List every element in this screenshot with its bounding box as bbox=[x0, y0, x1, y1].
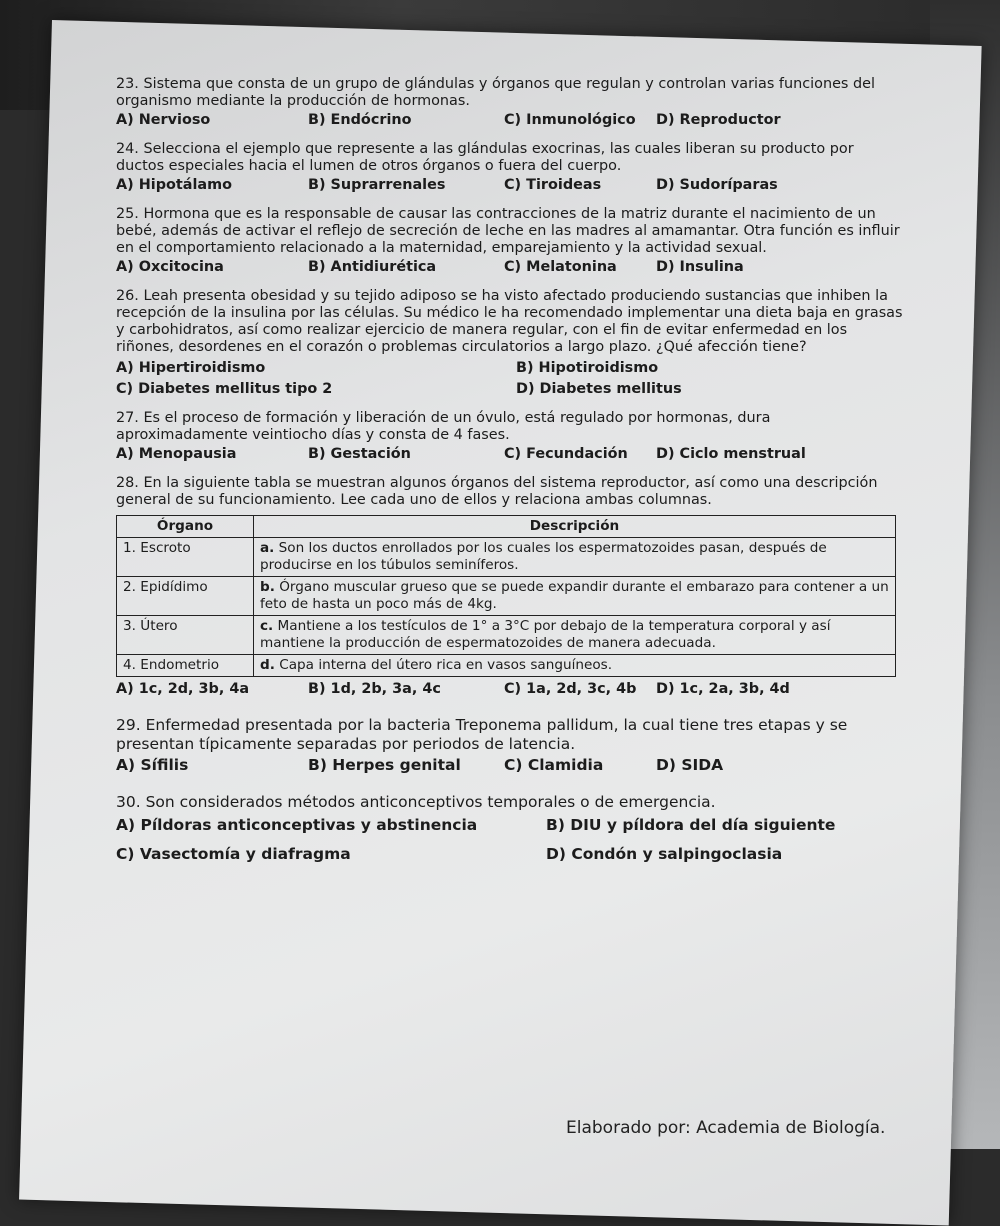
option-a: A) Nervioso bbox=[116, 112, 211, 128]
question-stem: 26. Leah presenta obesidad y su tejido adiposo se ha visto afectado produciendo sustancias que inhiben la recepción de la insulina por las células. Su médico le ha recomendado implementar una dieta baja en grasas y carbohidratos, así como realizar ejercicio de manera regular, con el fin de evitar enfermedad en los riñones, desordenes en el corazón o problemas circulatorios a largo plazo. ¿Qué afección tiene? bbox=[116, 288, 903, 355]
option-d: D) Sudoríparas bbox=[656, 177, 778, 193]
option-c: C) Vasectomía y diafragma bbox=[116, 845, 351, 863]
options-row bbox=[116, 177, 906, 194]
question-26 bbox=[116, 288, 906, 398]
description-cell bbox=[254, 577, 896, 616]
option-a: A) Hipertiroidismo bbox=[116, 360, 266, 376]
options-row bbox=[116, 756, 906, 775]
question-27 bbox=[116, 410, 906, 463]
question-stem: 24. Selecciona el ejemplo que represente a las glándulas exocrinas, las cuales liberan su producto por ductos especiales hacia el lumen de otros órganos o fuera del cuerpo. bbox=[116, 141, 854, 174]
organ-cell: 2. Epidídimo bbox=[117, 577, 254, 616]
question-29 bbox=[116, 716, 906, 775]
table-row bbox=[117, 538, 896, 577]
option-b: B) Antidiurética bbox=[308, 259, 437, 275]
description-text: Son los ductos enrollados por los cuales los espermatozoides pasan, después de producirse en los túbulos seminíferos. bbox=[260, 540, 827, 573]
question-stem: 30. Son considerados métodos anticonceptivos temporales o de emergencia. bbox=[116, 793, 716, 811]
table-header-organ: Órgano bbox=[117, 516, 254, 538]
question-23 bbox=[116, 76, 906, 129]
option-d: D) SIDA bbox=[656, 756, 724, 774]
option-a: A) Sífilis bbox=[116, 756, 189, 774]
question-stem: 27. Es el proceso de formación y liberación de un óvulo, está regulado por hormonas, dura aproximadamente veintiocho días y consta de 4 fases. bbox=[116, 410, 771, 443]
organ-cell: 1. Escroto bbox=[117, 538, 254, 577]
footer-credit: Elaborado por: Academia de Biología. bbox=[566, 1118, 886, 1138]
option-d: D) Condón y salpingoclasia bbox=[546, 845, 783, 863]
organ-table bbox=[116, 515, 896, 677]
option-a: A) 1c, 2d, 3b, 4a bbox=[116, 681, 250, 697]
option-d: D) Diabetes mellitus bbox=[516, 381, 682, 397]
question-stem: 28. En la siguiente tabla se muestran algunos órganos del sistema reproductor, así como una descripción general de su funcionamiento. Lee cada uno de ellos y relaciona ambas columnas. bbox=[116, 475, 878, 508]
description-letter: a. bbox=[260, 540, 275, 556]
option-c: C) Melatonina bbox=[504, 259, 617, 275]
option-b: B) 1d, 2b, 3a, 4c bbox=[308, 681, 441, 697]
table-row bbox=[117, 655, 896, 677]
option-d: D) Insulina bbox=[656, 259, 744, 275]
description-cell bbox=[254, 538, 896, 577]
question-28 bbox=[116, 475, 906, 698]
option-b: B) Herpes genital bbox=[308, 756, 461, 774]
option-b: B) DIU y píldora del día siguiente bbox=[546, 816, 836, 834]
description-letter: b. bbox=[260, 579, 275, 595]
question-30 bbox=[116, 793, 906, 864]
table-header-description: Descripción bbox=[254, 516, 896, 538]
option-c: C) 1a, 2d, 3c, 4b bbox=[504, 681, 637, 697]
description-text: Capa interna del útero rica en vasos sanguíneos. bbox=[274, 657, 613, 673]
options-row bbox=[116, 446, 906, 463]
option-c: C) Fecundación bbox=[504, 446, 628, 462]
question-25 bbox=[116, 206, 906, 276]
table-header-row bbox=[117, 516, 896, 538]
question-24 bbox=[116, 141, 906, 194]
option-b: B) Endócrino bbox=[308, 112, 412, 128]
exam-content bbox=[116, 76, 906, 876]
option-d: D) Ciclo menstrual bbox=[656, 446, 806, 462]
description-cell bbox=[254, 616, 896, 655]
option-a: A) Hipotálamo bbox=[116, 177, 233, 193]
organ-cell: 3. Útero bbox=[117, 616, 254, 655]
question-stem: 29. Enfermedad presentada por la bacteria Treponema pallidum, la cual tiene tres etapas y se presentan típicamente separadas por periodos de latencia. bbox=[116, 716, 848, 753]
option-c: C) Tiroideas bbox=[504, 177, 602, 193]
option-d: D) 1c, 2a, 3b, 4d bbox=[656, 681, 790, 697]
option-c: C) Clamidia bbox=[504, 756, 604, 774]
option-d: D) Reproductor bbox=[656, 112, 781, 128]
options-grid bbox=[116, 360, 906, 398]
question-stem: 25. Hormona que es la responsable de causar las contracciones de la matriz durante el nacimiento de un bebé, además de activar el reflejo de secreción de leche en las madres al amamantar. Otra función es influir en el comportamiento relacionado a la maternidad, emparejamiento y la actividad sexual. bbox=[116, 206, 900, 256]
description-letter: c. bbox=[260, 618, 274, 634]
description-letter: d. bbox=[260, 657, 275, 673]
option-a: A) Oxcitocina bbox=[116, 259, 224, 275]
table-row bbox=[117, 577, 896, 616]
table-row bbox=[117, 616, 896, 655]
option-b: B) Hipotiroidismo bbox=[516, 360, 659, 376]
option-b: B) Suprarrenales bbox=[308, 177, 446, 193]
organ-cell: 4. Endometrio bbox=[117, 655, 254, 677]
description-cell bbox=[254, 655, 896, 677]
option-a: A) Píldoras anticonceptivas y abstinencia bbox=[116, 816, 478, 834]
options-row bbox=[116, 112, 906, 129]
options-row bbox=[116, 681, 906, 698]
description-text: Mantiene a los testículos de 1° a 3°C por debajo de la temperatura corporal y así mantiene la producción de espermatozoides de manera adecuada. bbox=[260, 618, 831, 651]
option-c: C) Inmunológico bbox=[504, 112, 636, 128]
option-a: A) Menopausia bbox=[116, 446, 237, 462]
question-stem: 23. Sistema que consta de un grupo de glándulas y órganos que regulan y controlan varias funciones del organismo mediante la producción de hormonas. bbox=[116, 76, 875, 109]
option-b: B) Gestación bbox=[308, 446, 411, 462]
options-row bbox=[116, 259, 906, 276]
option-c: C) Diabetes mellitus tipo 2 bbox=[116, 381, 333, 397]
options-grid bbox=[116, 816, 906, 864]
description-text: Órgano muscular grueso que se puede expandir durante el embarazo para contener a un feto de hasta un poco más de 4kg. bbox=[260, 579, 889, 612]
